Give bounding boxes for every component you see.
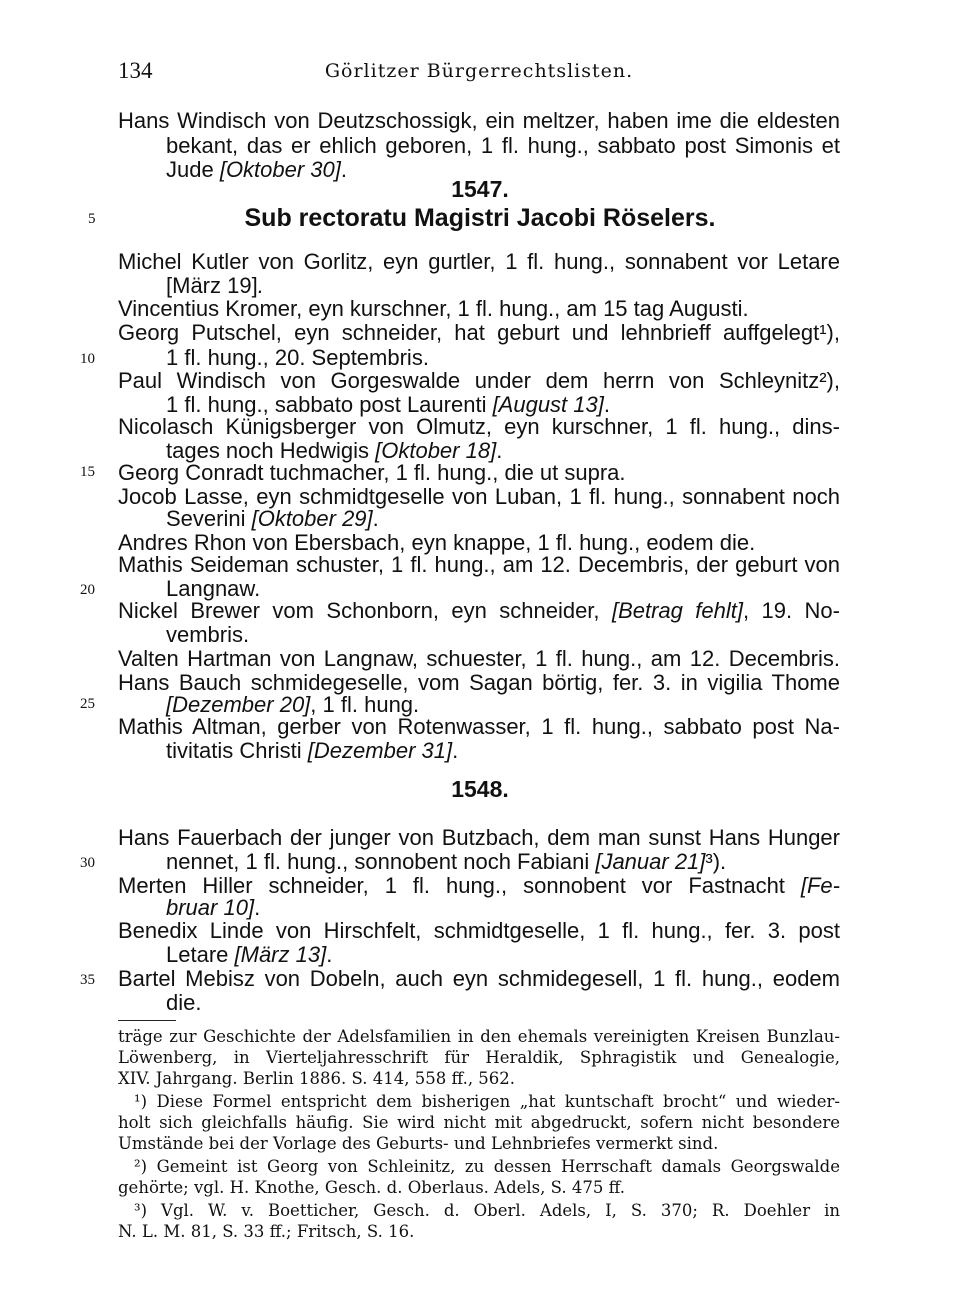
entry-line <box>166 849 726 875</box>
entry-text: Hans Bauch schmidegeselle, vom Sagan börtig, fer. 3. in vigilia Thome <box>118 670 840 695</box>
year-heading-1548: 1548. <box>451 776 509 802</box>
editorial-date: [März 13] <box>234 942 327 967</box>
entry-text: Jude <box>166 157 220 182</box>
editorial-date: [Betrag fehlt] <box>611 598 743 623</box>
editorial-date: [Fe- <box>800 873 840 898</box>
line-number: 20 <box>80 582 95 598</box>
footnote-line: holt sich gleichfalls häufig. Sie wird nicht mit abgedruckt, sofern nicht besondere <box>118 1113 840 1132</box>
entry-line <box>166 622 249 648</box>
entry-text: Hans Fauerbach der junger von Butzbach, dem man sunst Hans Hunger <box>118 825 840 850</box>
entry-text: ³). <box>705 849 727 874</box>
entry-text: Severini <box>166 506 252 531</box>
footnote-line: ¹) Diese Formel entspricht dem bisherigen „hat kuntschaft brocht“ und wieder- <box>134 1092 840 1111</box>
entry-text: Nickel Brewer vom Schonborn, eyn schneider, <box>118 598 612 623</box>
entry-text: Letare <box>166 942 235 967</box>
entry-line <box>118 320 840 346</box>
entry-line <box>118 714 840 740</box>
entry-line <box>118 414 840 440</box>
entry-text: nennet, 1 fl. hung., sonnobent noch Fabiani <box>166 849 596 874</box>
page-number: 134 <box>118 58 153 83</box>
running-title: Görlitzer Bürgerrechtslisten. <box>324 60 634 82</box>
editorial-date: [Dezember 31] <box>307 738 453 763</box>
entry-line <box>118 598 840 624</box>
entry-text: Langnaw. <box>166 576 261 601</box>
entry-line <box>118 108 840 134</box>
entry-text: Georg Conradt tuchmacher, 1 fl. hung., die ut supra. <box>118 460 626 485</box>
page-header <box>118 58 840 92</box>
editorial-date: [Oktober 18] <box>375 438 497 463</box>
entry-text: . <box>326 942 333 967</box>
entry-line <box>166 990 201 1016</box>
entry-text: die. <box>166 990 202 1015</box>
footnote-divider <box>118 1020 176 1021</box>
entry-line <box>166 738 458 764</box>
entry-text: , 1 fl. hung. <box>310 692 420 717</box>
entry-line <box>166 506 379 532</box>
entry-text: bekant, das er ehlich geboren, 1 fl. hung., sabbato post Simonis et <box>166 133 840 158</box>
entry-text: . <box>254 895 261 920</box>
editorial-date: [Januar 21] <box>595 849 706 874</box>
editorial-date: [Oktober 29] <box>251 506 373 531</box>
editorial-date: [Oktober 30] <box>219 157 341 182</box>
line-number: 15 <box>80 464 95 480</box>
footnote-line: träge zur Geschichte der Adelsfamilien in den ehemals vereinigten Kreisen Bunzlau- <box>118 1027 840 1046</box>
footnote-line: N. L. M. 81, S. 33 ff.; Fritsch, S. 16. <box>118 1222 415 1241</box>
entry-line <box>118 460 626 486</box>
entry-line <box>166 133 840 159</box>
entry-line <box>118 966 840 992</box>
entry-text: , 19. No- <box>743 598 840 623</box>
entry-line <box>118 368 840 394</box>
editorial-date: bruar 10] <box>166 895 255 920</box>
line-number: 5 <box>88 211 96 227</box>
entry-line <box>118 918 840 944</box>
entry-text: Hans Windisch von Deutzschossigk, ein meltzer, haben ime die eldesten <box>118 108 840 133</box>
line-number: 25 <box>80 696 95 712</box>
entry-text: vembris. <box>166 622 250 647</box>
entry-text: tivitatis Christi <box>166 738 308 763</box>
entry-line <box>118 825 840 851</box>
entry-text: . <box>496 438 503 463</box>
footnote-line: Löwenberg, in Vierteljahresschrift für Heraldik, Sphragistik und Genealogie, <box>118 1048 840 1067</box>
entry-text: Nicolasch Künigsberger von Olmutz, eyn kurschner, 1 fl. hung., dins- <box>118 414 840 439</box>
entry-text: Vincentius Kromer, eyn kurschner, 1 fl. hung., am 15 tag Augusti. <box>118 296 749 321</box>
entry-line <box>118 552 840 578</box>
footnote-line: Umstände bei der Vorlage des Geburts- und Lehnbriefes vermerkt sind. <box>118 1134 719 1153</box>
entry-text: Michel Kutler von Gorlitz, eyn gurtler, 1 fl. hung., sonnabent vor Letare <box>118 249 840 274</box>
footnote-line: gehörte; vgl. H. Knothe, Gesch. d. Oberlaus. Adels, S. 475 ff. <box>118 1178 625 1197</box>
year-heading-1547: 1547. <box>451 176 509 202</box>
editorial-date: . <box>257 273 264 298</box>
entry-text: Paul Windisch von Gorgeswalde under dem herrn von Schleynitz²), <box>118 368 840 393</box>
editorial-date: [Dezember 20] <box>166 692 311 717</box>
entry-text: Jocob Lasse, eyn schmidtgeselle von Luban, 1 fl. hung., sonnabent noch <box>118 484 840 509</box>
entry-text: . <box>603 392 610 417</box>
entry-text: Valten Hartman von Langnaw, schuester, 1 fl. hung., am 12. Decembris. <box>118 646 840 671</box>
entry-text: tages noch Hedwigis <box>166 438 376 463</box>
entry-text: 1 fl. hung., 20. Septembris. <box>166 345 429 370</box>
entry-text: [März 19] <box>166 273 258 298</box>
rectorate-heading: Sub rectoratu Magistri Jacobi Röselers. <box>244 204 716 232</box>
entry-line <box>118 646 840 672</box>
entry-text: Andres Rhon von Ebersbach, eyn knappe, 1 fl. hung., eodem die. <box>118 530 756 555</box>
footnote-line: ²) Gemeint ist Georg von Schleinitz, zu dessen Herrschaft damals Georgswalde <box>134 1157 840 1176</box>
entry-text: Merten Hiller schneider, 1 fl. hung., sonnobent vor Fastnacht <box>118 873 801 898</box>
entry-text: . <box>452 738 459 763</box>
footnote-line: XIV. Jahrgang. Berlin 1886. S. 414, 558 ff., 562. <box>118 1069 516 1088</box>
line-number: 35 <box>80 972 95 988</box>
entry-text: Georg Putschel, eyn schneider, hat geburt und lehnbrieff auffgelegt¹), <box>118 320 840 345</box>
entry-text: Mathis Seideman schuster, 1 fl. hung., am 12. Decembris, der geburt von <box>118 552 840 577</box>
line-number: 30 <box>80 855 95 871</box>
entry-text: Mathis Altman, gerber von Rotenwasser, 1 fl. hung., sabbato post Na- <box>118 714 840 739</box>
entry-text: Bartel Mebisz von Dobeln, auch eyn schmidegesell, 1 fl. hung., eodem <box>118 966 840 991</box>
editorial-date: [August 13] <box>492 392 604 417</box>
line-number: 10 <box>80 351 95 367</box>
entry-text: 1 fl. hung., sabbato post Laurenti <box>166 392 493 417</box>
entry-line <box>118 296 749 322</box>
footnote-line: ³) Vgl. W. v. Boetticher, Gesch. d. Oberl. Adels, I, S. 370; R. Doehler in <box>134 1201 840 1220</box>
entry-line <box>118 249 840 275</box>
entry-text: . <box>372 506 379 531</box>
entry-text: Benedix Linde von Hirschfelt, schmidtgeselle, 1 fl. hung., fer. 3. post <box>118 918 840 943</box>
entry-text: . <box>340 157 348 182</box>
entry-line <box>166 942 332 968</box>
